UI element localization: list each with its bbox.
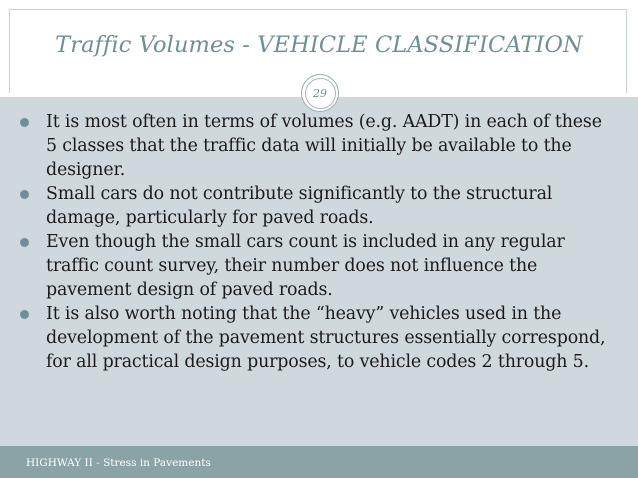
bullet-list: [18, 110, 618, 374]
footer-text: HIGHWAY II - Stress in Pavements: [26, 457, 211, 469]
bullet-dot-icon: [20, 118, 29, 127]
bullet-dot-icon: [20, 190, 29, 199]
bullet-dot-icon: [20, 310, 29, 319]
bullet-text: It is also worth noting that the “heavy” vehicles used in the development of the pavement structures essentially correspond, for all practical design purposes, to vehicle codes 2 through 5.: [46, 304, 606, 372]
page-number: 29: [305, 78, 336, 109]
slide-title: Traffic Volumes - VEHICLE CLASSIFICATION: [55, 32, 583, 58]
bullet-text: Even though the small cars count is included in any regular traffic count survey, their number does not influence the pavement design of paved roads.: [46, 232, 565, 300]
bullet-item: [18, 182, 618, 230]
bullet-item: [18, 110, 618, 182]
bullet-dot-icon: [20, 238, 29, 247]
bullet-text: Small cars do not contribute significantly to the structural damage, particularly for paved roads.: [46, 184, 553, 228]
page-number-badge: [301, 74, 339, 112]
bullet-item: [18, 302, 618, 374]
bullet-item: [18, 230, 618, 302]
bullet-text: It is most often in terms of volumes (e.g. AADT) in each of these 5 classes that the traffic data will initially be available to the designer.: [46, 112, 602, 180]
